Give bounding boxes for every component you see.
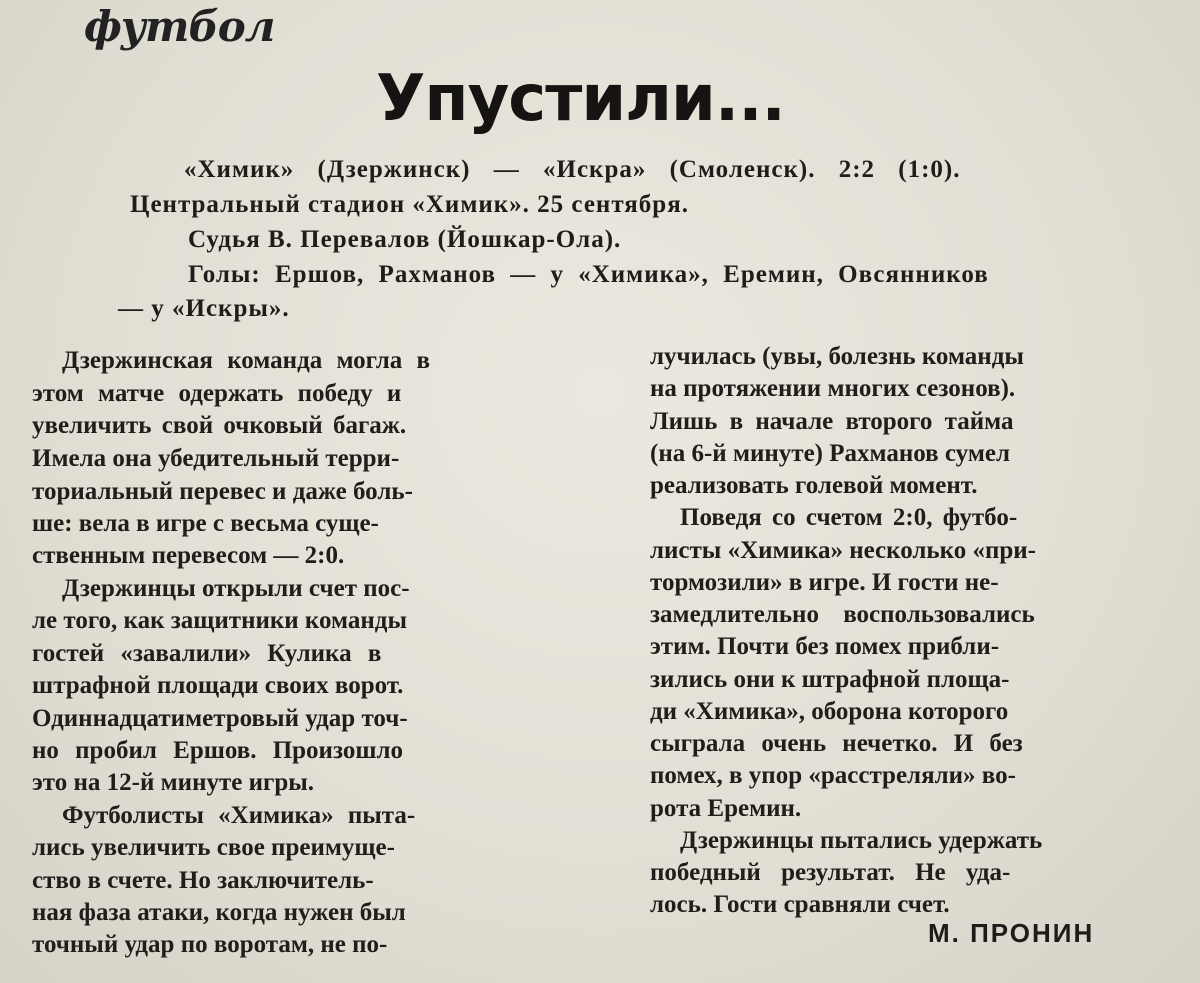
paragraph-line: Дзержинцы пытались удержать: [680, 827, 1043, 854]
paragraph-line: гостей «завалили» Кулика в: [32, 640, 382, 667]
paragraph-line: Имела она убедительный терри-: [32, 445, 400, 472]
paragraph-line: этим. Почти без помех прибли-: [650, 633, 1000, 660]
paragraph-line: штрафной площади своих ворот.: [32, 672, 404, 699]
paragraph-line: ше: вела в игре с весьма суще-: [32, 510, 379, 537]
paragraph-line: ле того, как защитники команды: [32, 607, 407, 634]
goals-line: Голы: Ершов, Рахманов — у «Химика», Еремин, Овсянников: [188, 261, 989, 288]
paragraph-line: победный результат. Не уда-: [650, 859, 1011, 886]
referee-line: Судья В. Перевалов (Йошкар-Ола).: [188, 226, 622, 253]
paragraph-line: Дзержинцы открыли счет пос-: [62, 575, 410, 602]
paragraph-line: Одиннадцатиметровый удар точ-: [32, 705, 408, 732]
paragraph-line: это на 12-й минуте игры.: [32, 769, 315, 796]
section-rubric: футбол: [84, 2, 275, 51]
paragraph-line: Дзержинская команда могла в: [62, 347, 431, 374]
paragraph-line: (на 6-й минуте) Рахманов сумел: [650, 440, 1010, 467]
author-signature: М. ПРОНИН: [928, 918, 1095, 948]
paragraph-line: ство в счете. Но заключитель-: [32, 867, 374, 894]
paragraph-line: реализовать голевой момент.: [650, 472, 978, 499]
paragraph-line: Лишь в начале второго тайма: [650, 408, 1014, 435]
paragraph-line: лось. Гости сравняли счет.: [650, 891, 950, 918]
paragraph-line: рота Еремин.: [650, 795, 802, 822]
paragraph-line: ториальный перевес и даже боль-: [32, 478, 413, 505]
paragraph-line: лись увеличить свое преимуще-: [32, 834, 395, 861]
paragraph-line: точный удар по воротам, не по-: [32, 931, 388, 958]
stadium-line: Центральный стадион «Химик». 25 сентября.: [130, 191, 689, 218]
paragraph-line: но пробил Ершов. Произошло: [32, 737, 403, 764]
paragraph-line: помех, в упор «расстреляли» во-: [650, 762, 1016, 789]
goals-line-continued: — у «Искры».: [118, 295, 290, 322]
paragraph-line: сыграла очень нечетко. И без: [650, 730, 1023, 757]
paragraph-line: ственным перевесом — 2:0.: [32, 542, 345, 569]
paragraph-line: Футболисты «Химика» пыта-: [62, 802, 416, 829]
paragraph-line: увеличить свой очковый багаж.: [32, 412, 407, 439]
paragraph-line: ди «Химика», оборона которого: [650, 698, 1009, 725]
paragraph-line: листы «Химика» несколько «при-: [650, 537, 1036, 564]
paragraph-line: замедлительно воспользовались: [650, 601, 1035, 628]
paragraph-line: Поведя со счетом 2:0, футбо-: [680, 504, 1018, 531]
headline: Упустили...: [376, 62, 785, 136]
paragraph-line: тормозили» в игре. И гости не-: [650, 569, 999, 596]
paragraph-line: лучилась (увы, болезнь команды: [650, 343, 1024, 370]
match-result-line: «Химик» (Дзержинск) — «Искра» (Смоленск). 2:2 (1:0).: [184, 156, 961, 183]
paragraph-line: этом матче одержать победу и: [32, 380, 402, 407]
paragraph-line: ная фаза атаки, когда нужен был: [32, 899, 406, 926]
paragraph-line: зились они к штрафной площа-: [650, 666, 1010, 693]
paragraph-line: на протяжении многих сезонов).: [650, 375, 1016, 402]
